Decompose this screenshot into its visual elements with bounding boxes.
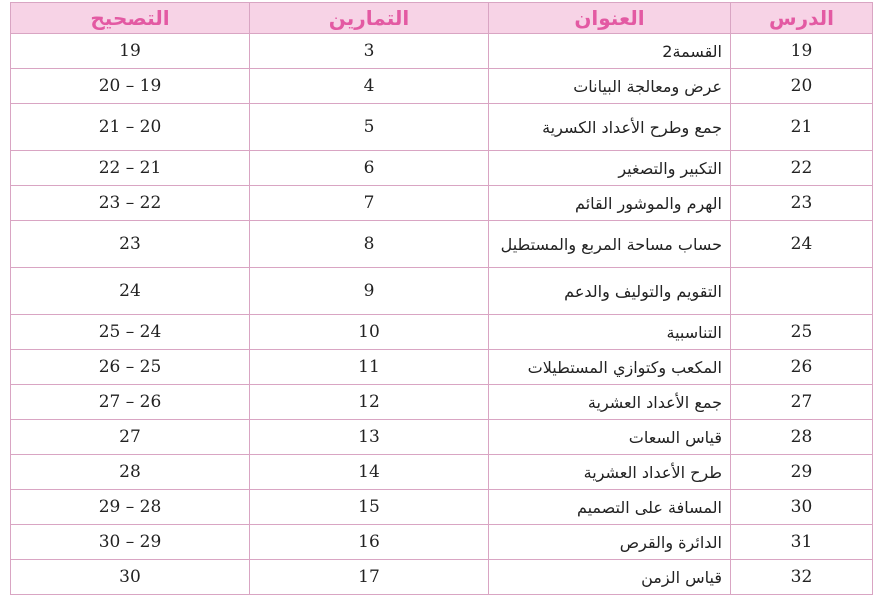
lesson-title-cell: التناسبية <box>489 315 731 350</box>
table-row <box>11 69 873 104</box>
lesson-title-cell: قياس السعات <box>489 420 731 455</box>
lesson-number-cell: 29 <box>731 455 873 490</box>
lesson-number-cell: 19 <box>731 34 873 69</box>
exercises-cell: 13 <box>250 420 489 455</box>
table-row <box>11 221 873 268</box>
table-row <box>11 104 873 151</box>
table-row <box>11 315 873 350</box>
lesson-number-cell: 32 <box>731 560 873 595</box>
exercises-cell: 10 <box>250 315 489 350</box>
table-row <box>11 186 873 221</box>
table-row <box>11 560 873 595</box>
exercises-cell: 5 <box>250 104 489 151</box>
correction-cell: 21 – 20 <box>11 104 250 151</box>
header-row <box>11 3 873 34</box>
lesson-number-cell: 26 <box>731 350 873 385</box>
exercises-cell: 6 <box>250 151 489 186</box>
correction-cell: 29 – 28 <box>11 490 250 525</box>
header-title: العنوان <box>489 3 731 34</box>
lesson-number-cell: 30 <box>731 490 873 525</box>
correction-cell: 27 <box>11 420 250 455</box>
lesson-number-cell <box>731 268 873 315</box>
lesson-number-cell: 31 <box>731 525 873 560</box>
table-row <box>11 268 873 315</box>
correction-cell: 30 – 29 <box>11 525 250 560</box>
table-row <box>11 350 873 385</box>
correction-cell: 19 <box>11 34 250 69</box>
lesson-title-cell: عرض ومعالجة البيانات <box>489 69 731 104</box>
table-row <box>11 385 873 420</box>
correction-cell: 23 <box>11 221 250 268</box>
lesson-title-cell: الهرم والموشور القائم <box>489 186 731 221</box>
lesson-title-cell: المسافة على التصميم <box>489 490 731 525</box>
lesson-number-cell: 22 <box>731 151 873 186</box>
lesson-number-cell: 25 <box>731 315 873 350</box>
lessons-table <box>10 2 873 595</box>
table-row <box>11 34 873 69</box>
table-row <box>11 420 873 455</box>
exercises-cell: 11 <box>250 350 489 385</box>
exercises-cell: 16 <box>250 525 489 560</box>
lesson-number-cell: 20 <box>731 69 873 104</box>
lesson-title-cell: التقويم والتوليف والدعم <box>489 268 731 315</box>
exercises-cell: 9 <box>250 268 489 315</box>
lesson-title-cell: قياس الزمن <box>489 560 731 595</box>
table-row <box>11 490 873 525</box>
lesson-number-cell: 23 <box>731 186 873 221</box>
exercises-cell: 12 <box>250 385 489 420</box>
lesson-title-cell: القسمة2 <box>489 34 731 69</box>
lesson-title-cell: الدائرة والقرص <box>489 525 731 560</box>
lesson-title-cell: حساب مساحة المربع والمستطيل <box>489 221 731 268</box>
header-exercises: التمارين <box>250 3 489 34</box>
header-correction: التصحيح <box>11 3 250 34</box>
exercises-cell: 4 <box>250 69 489 104</box>
lesson-title-cell: جمع وطرح الأعداد الكسرية <box>489 104 731 151</box>
lesson-number-cell: 21 <box>731 104 873 151</box>
exercises-cell: 7 <box>250 186 489 221</box>
exercises-cell: 8 <box>250 221 489 268</box>
correction-cell: 26 – 25 <box>11 350 250 385</box>
exercises-cell: 3 <box>250 34 489 69</box>
table-row <box>11 455 873 490</box>
correction-cell: 23 – 22 <box>11 186 250 221</box>
correction-cell: 25 – 24 <box>11 315 250 350</box>
table-row <box>11 525 873 560</box>
correction-cell: 28 <box>11 455 250 490</box>
lesson-title-cell: المكعب وكتوازي المستطيلات <box>489 350 731 385</box>
lesson-title-cell: طرح الأعداد العشرية <box>489 455 731 490</box>
exercises-cell: 17 <box>250 560 489 595</box>
lesson-title-cell: التكبير والتصغير <box>489 151 731 186</box>
correction-cell: 30 <box>11 560 250 595</box>
correction-cell: 20 – 19 <box>11 69 250 104</box>
exercises-cell: 14 <box>250 455 489 490</box>
exercises-cell: 15 <box>250 490 489 525</box>
lesson-number-cell: 24 <box>731 221 873 268</box>
table-row <box>11 151 873 186</box>
correction-cell: 24 <box>11 268 250 315</box>
lesson-title-cell: جمع الأعداد العشرية <box>489 385 731 420</box>
lesson-number-cell: 27 <box>731 385 873 420</box>
correction-cell: 27 – 26 <box>11 385 250 420</box>
lesson-number-cell: 28 <box>731 420 873 455</box>
header-lesson: الدرس <box>731 3 873 34</box>
correction-cell: 22 – 21 <box>11 151 250 186</box>
